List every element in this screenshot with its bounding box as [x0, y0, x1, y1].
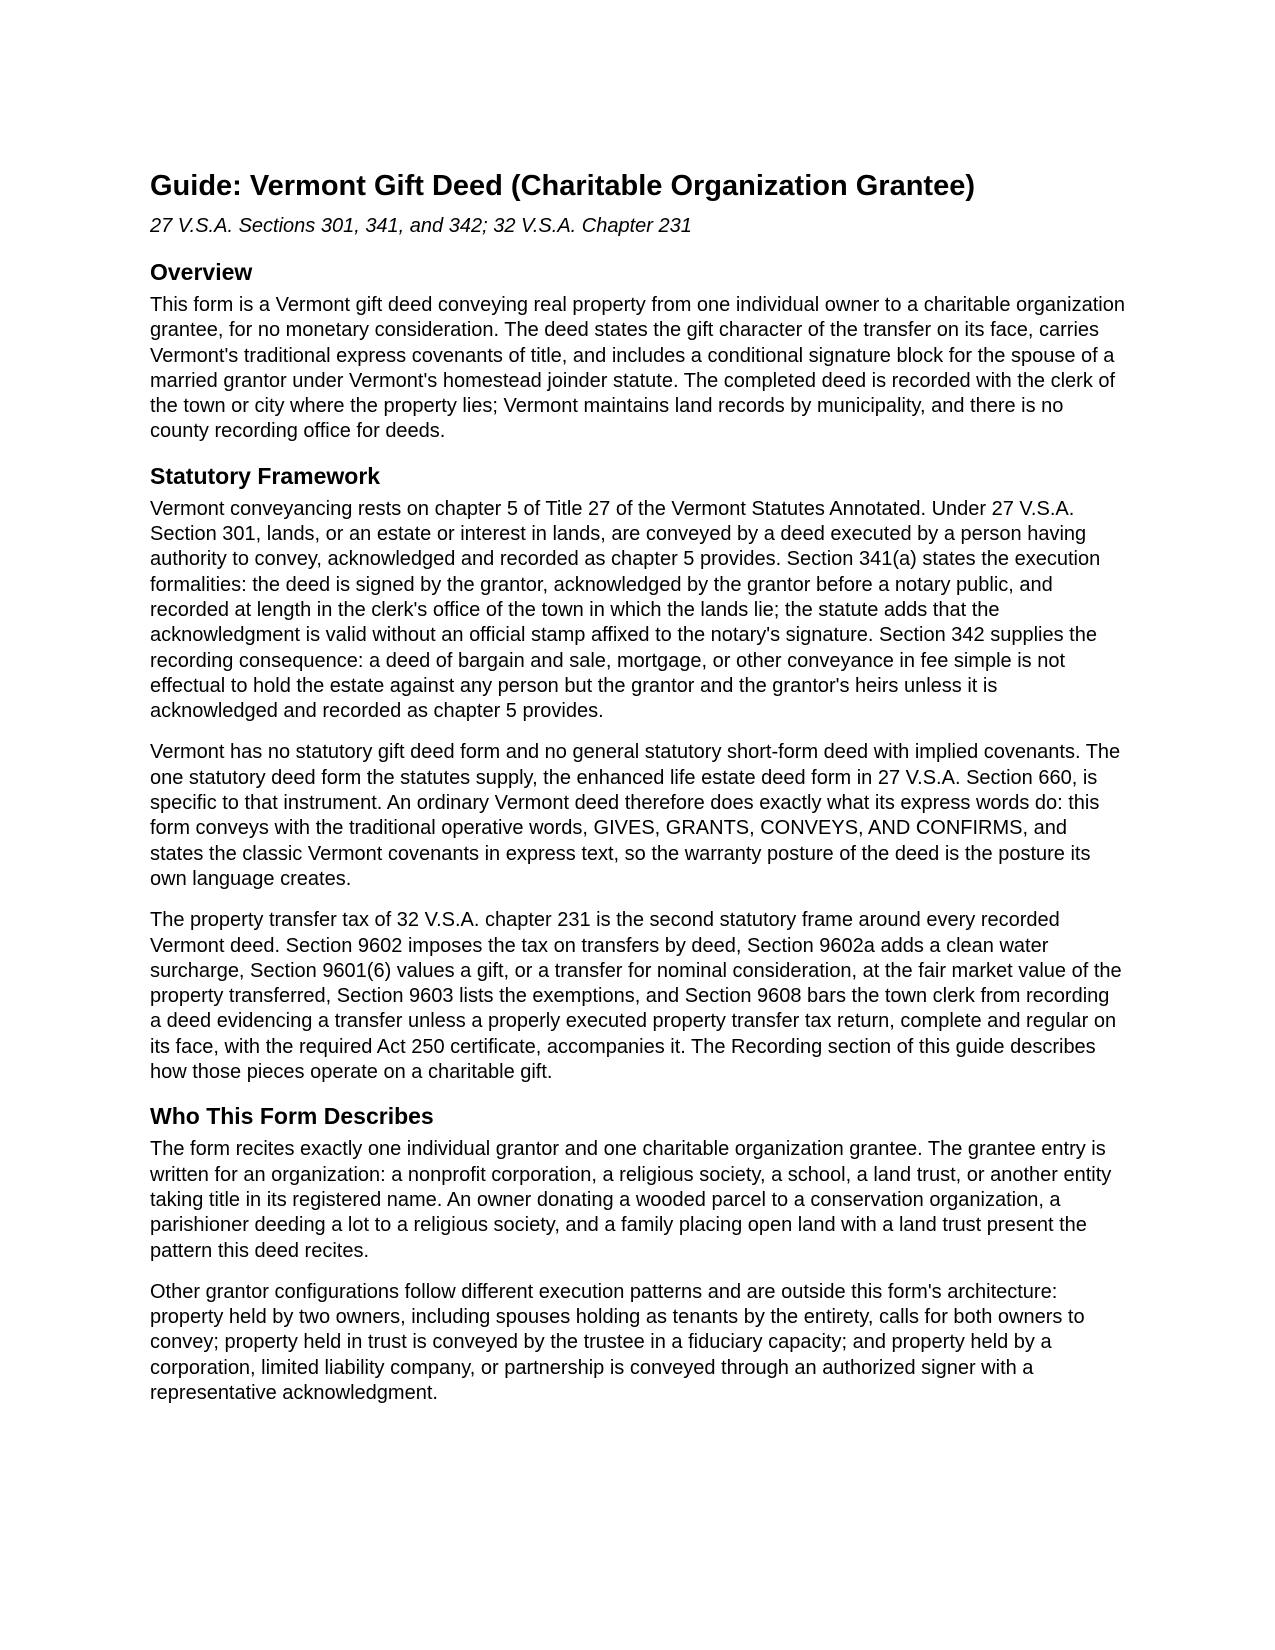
section-heading: Overview: [150, 259, 253, 285]
paragraph: This form is a Vermont gift deed conveying real property from one individual owner to a charitable organization grantee, for no monetary consideration. The deed states the gift character of the transfer on its face, carries Vermont's traditional express covenants of title, and includes a conditional signature block for the spouse of a married grantor under Vermont's homestead joinder statute. The completed deed is recorded with the clerk of the town or city where the property lies; Vermont maintains land records by municipality, and there is no county recording office for deeds.: [150, 294, 1125, 443]
document-page: [150, 168, 1125, 1422]
document-title: Guide: Vermont Gift Deed (Charitable Organization Grantee): [150, 170, 975, 202]
section-statutory-framework: [150, 461, 1125, 1086]
section-heading: Statutory Framework: [150, 462, 381, 489]
section-who-this-form-describes: [150, 1101, 1125, 1406]
section-overview: [150, 257, 1125, 445]
paragraph: Vermont conveyancing rests on chapter 5 of Title 27 of the Vermont Statutes Annotated. Under 27 V.S.A. Section 301, lands, or an estate or interest in lands, are conveyed by a deed executed by a person having authority to convey, acknowledged and recorded as chapter 5 provides. Section 341(a) states the execution formalities: the deed is signed by the grantor, acknowledged by the grantor before a notary public, and recorded at length in the clerk's office of the town in which the lands lie; the statute adds that the acknowledgment is valid without an official stamp affixed to the notary's signature. Section 342 supplies the recording consequence: a deed of bargain and sale, mortgage, or other conveyance in fee simple is not effectual to hold the estate against any person but the grantor and the grantor's heirs unless it is acknowledged and recorded as chapter 5 provides.: [150, 497, 1101, 723]
section-heading: Who This Form Describes: [150, 1103, 434, 1130]
statute-citation: 27 V.S.A. Sections 301, 341, and 342; 32 V.S.A. Chapter 231: [150, 215, 692, 237]
paragraph: Vermont has no statutory gift deed form and no general statutory short-form deed with implied covenants. The one statutory deed form the statutes supply, the enhanced life estate deed form in 27 V.S.A. Section 660, is specific to that instrument. An ordinary Vermont deed therefore does exactly what its express words do: this form conveys with the traditional operative words, GIVES, GRANTS, CONVEYS, AND CONFIRMS, and states the classic Vermont covenants in express text, so the warranty posture of the deed is the posture its own language creates.: [150, 741, 1121, 890]
paragraph: The property transfer tax of 32 V.S.A. chapter 231 is the second statutory frame around every recorded Vermont deed. Section 9602 imposes the tax on transfers by deed, Section 9602a adds a clean water surcharge, Section 9601(6) values a gift, or a transfer for nominal consideration, at the fair market value of the property transferred, Section 9603 lists the exemptions, and Section 9608 bars the town clerk from recording a deed evidencing a transfer unless a properly executed property transfer tax return, complete and regular on its face, with the required Act 250 certificate, accompanies it. The Recording section of this guide describes how those pieces operate on a charitable gift.: [150, 909, 1122, 1084]
paragraph: The form recites exactly one individual grantor and one charitable organization grantee. The grantee entry is written for an organization: a nonprofit corporation, a religious society, a school, a land trust, or another entity taking title in its registered name. An owner donating a wooded parcel to a conservation organization, a parishioner deeding a lot to a religious society, and a family placing open land with a land trust present the pattern this deed recites.: [150, 1138, 1112, 1262]
paragraph: Other grantor configurations follow different execution patterns and are outside this form's architecture: property held by two owners, including spouses holding as tenants by the entirety, calls for both owners to convey; property held in trust is conveyed by the trustee in a fiduciary capacity; and property held by a corporation, limited liability company, or partnership is conveyed through an authorized signer with a representative acknowledgment.: [150, 1280, 1085, 1404]
